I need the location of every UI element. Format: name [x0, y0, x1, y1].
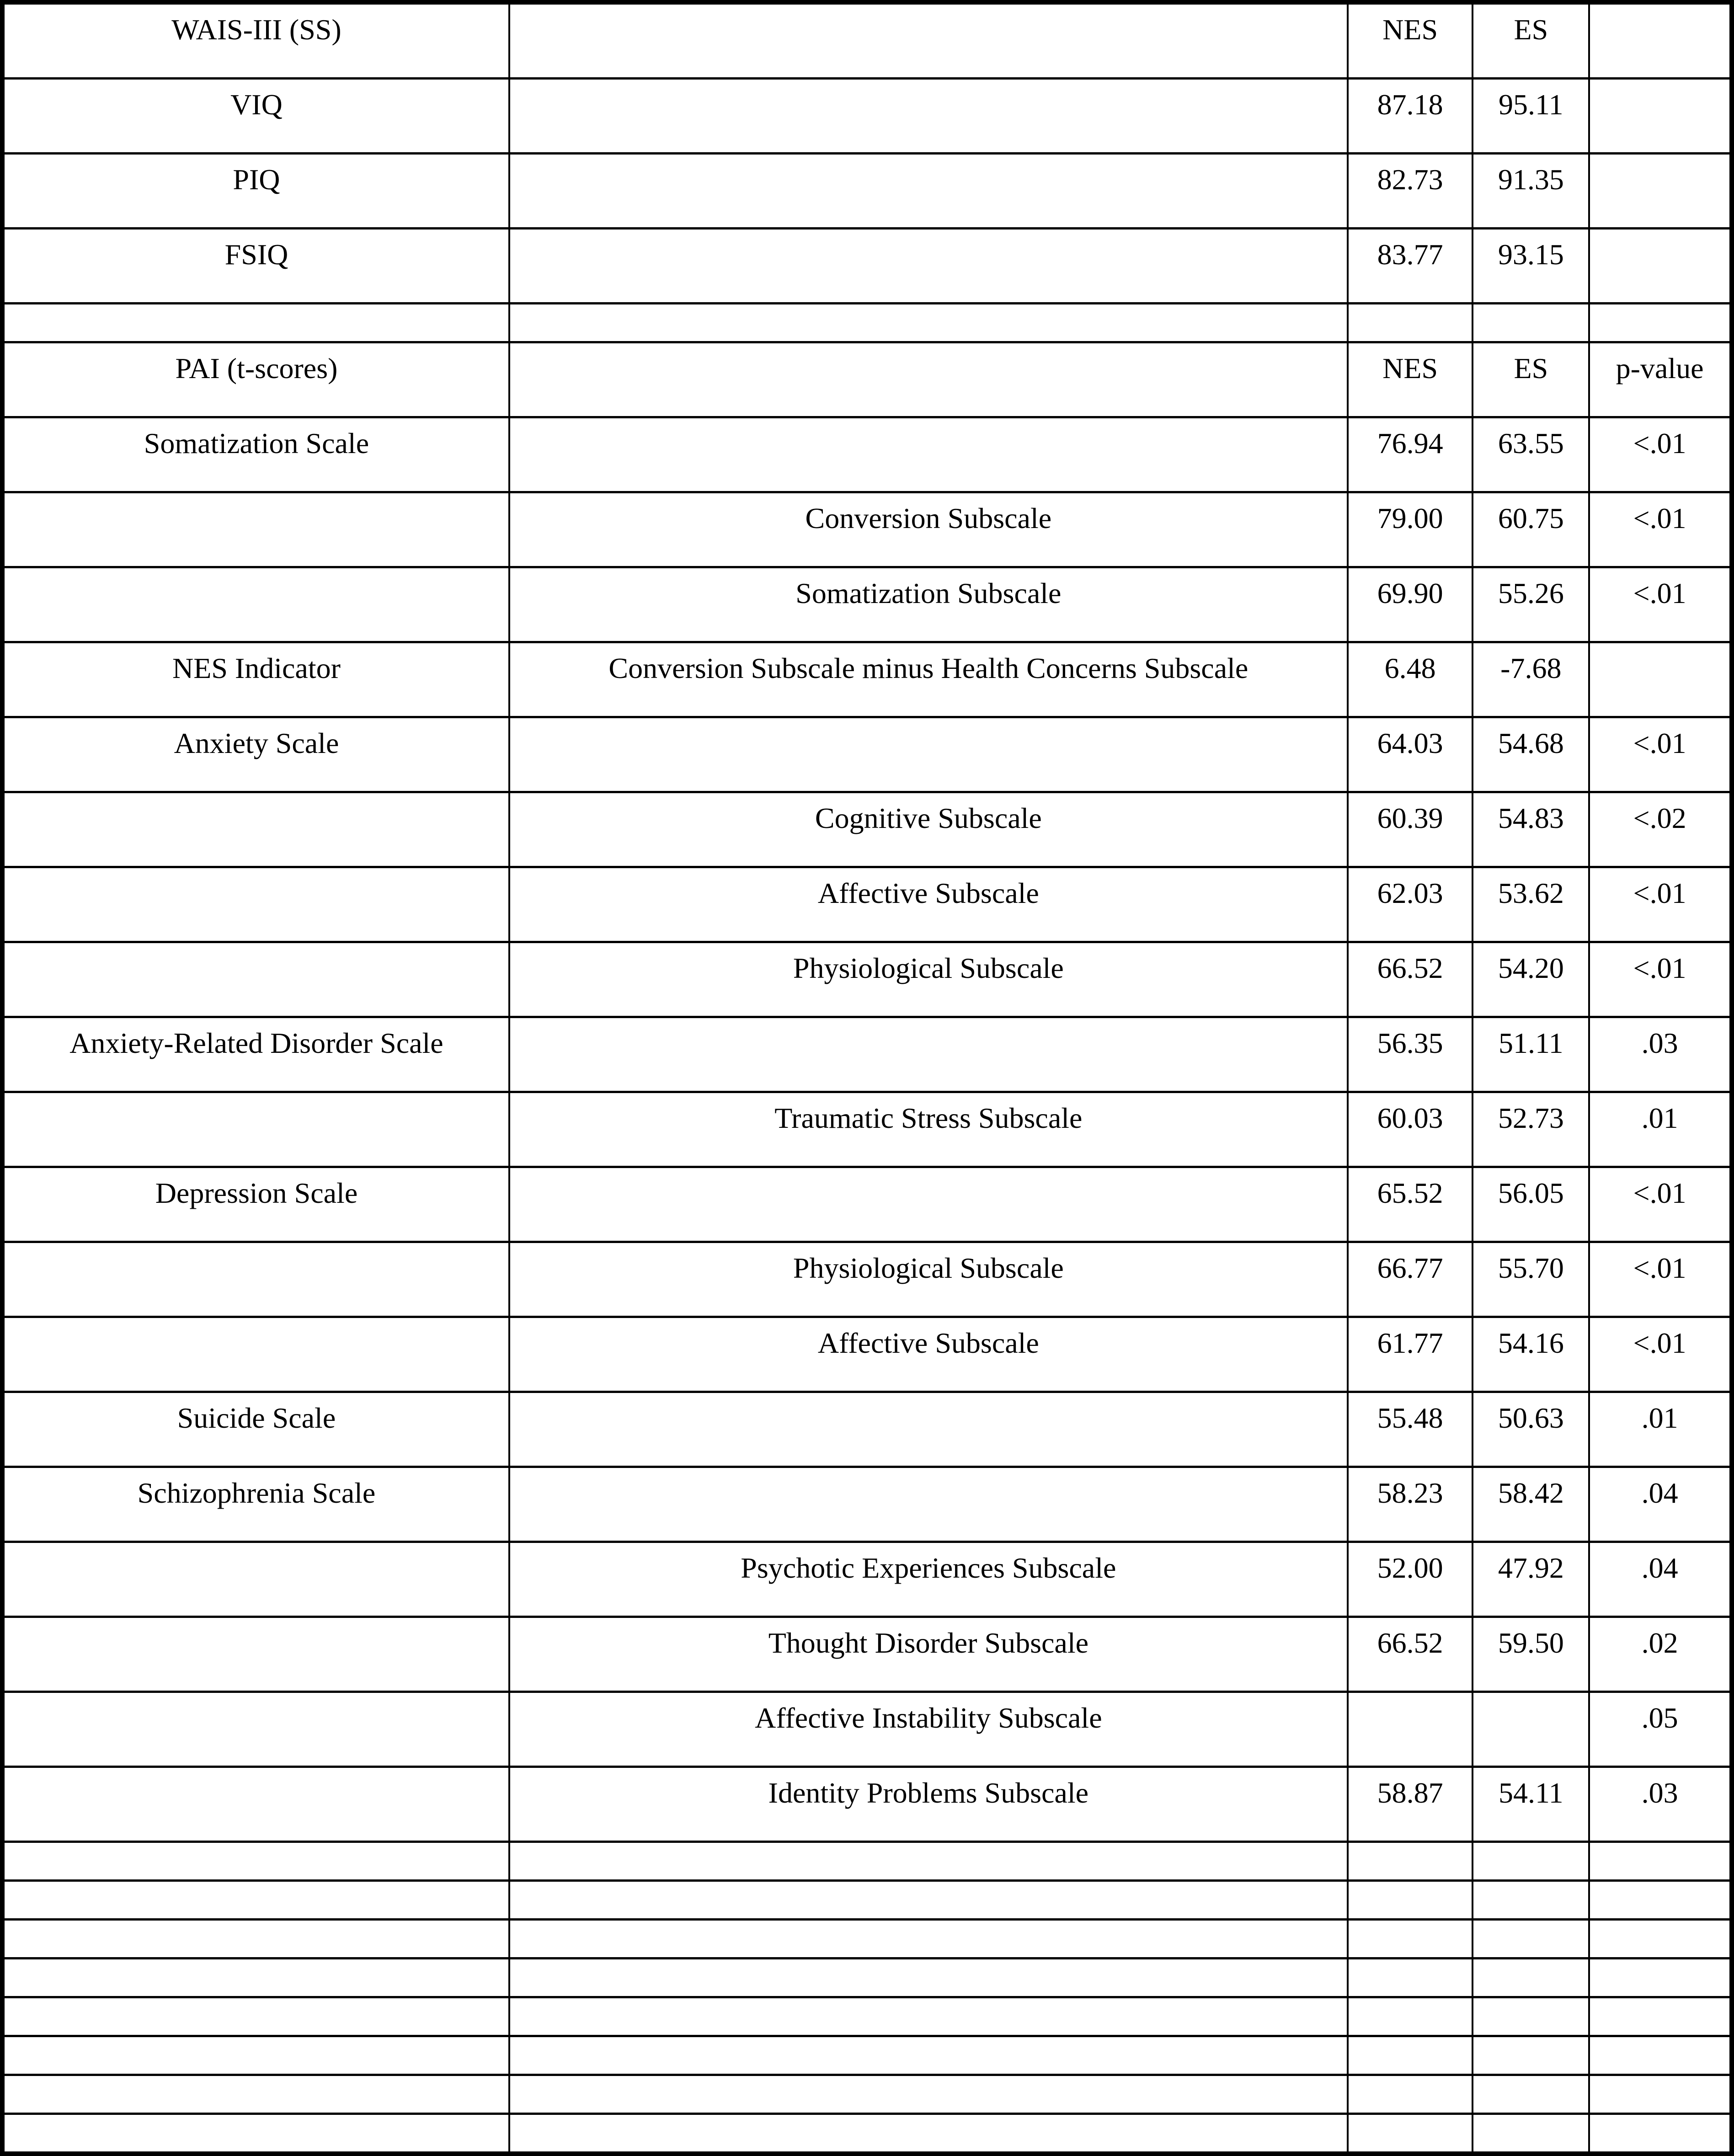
- cell-es-value: ES: [1473, 2, 1589, 79]
- cell-scale-label: [2, 1997, 509, 2036]
- cell-scale-label: Suicide Scale: [2, 1392, 509, 1467]
- cell-scale-label: [2, 1920, 509, 1959]
- table-row: [2, 154, 1732, 229]
- cell-es-value: [1473, 1920, 1589, 1959]
- cell-pvalue: [1589, 1959, 1732, 1997]
- cell-es-value: [1473, 2036, 1589, 2075]
- table-row: [2, 1092, 1732, 1167]
- table-row: [2, 79, 1732, 154]
- cell-scale-label: [2, 567, 509, 642]
- cell-es-value: 93.15: [1473, 229, 1589, 304]
- cell-es-value: 54.11: [1473, 1767, 1589, 1842]
- cell-pvalue: [1589, 2075, 1732, 2114]
- cell-pvalue: .01: [1589, 1392, 1732, 1467]
- cell-nes-value: 66.52: [1348, 942, 1473, 1017]
- spacer-row: [2, 1997, 1732, 2036]
- cell-scale-label: [2, 1881, 509, 1920]
- table-row: [2, 417, 1732, 492]
- cell-es-value: 55.26: [1473, 567, 1589, 642]
- cell-subscale-label: [509, 79, 1348, 154]
- cell-nes-value: 56.35: [1348, 1017, 1473, 1092]
- cell-subscale-label: [509, 1167, 1348, 1242]
- cell-subscale-label: Affective Subscale: [509, 867, 1348, 942]
- cell-es-value: 63.55: [1473, 417, 1589, 492]
- spacer-row: [2, 2114, 1732, 2154]
- cell-pvalue: <.01: [1589, 1317, 1732, 1392]
- cell-es-value: 54.16: [1473, 1317, 1589, 1392]
- cell-nes-value: NES: [1348, 342, 1473, 417]
- cell-subscale-label: [509, 1997, 1348, 2036]
- cell-scale-label: WAIS-III (SS): [2, 2, 509, 79]
- cell-pvalue: <.01: [1589, 867, 1732, 942]
- cell-es-value: 55.70: [1473, 1242, 1589, 1317]
- table-row: [2, 1692, 1732, 1767]
- cell-subscale-label: [509, 1392, 1348, 1467]
- cell-subscale-label: Cognitive Subscale: [509, 792, 1348, 867]
- cell-es-value: 91.35: [1473, 154, 1589, 229]
- cell-subscale-label: [509, 304, 1348, 342]
- cell-subscale-label: [509, 2036, 1348, 2075]
- cell-es-value: 95.11: [1473, 79, 1589, 154]
- cell-pvalue: [1589, 154, 1732, 229]
- cell-es-value: [1473, 304, 1589, 342]
- table-row: [2, 229, 1732, 304]
- table-row: [2, 1617, 1732, 1692]
- cell-nes-value: [1348, 1920, 1473, 1959]
- spacer-row: [2, 304, 1732, 342]
- cell-pvalue: <.01: [1589, 417, 1732, 492]
- cell-es-value: 50.63: [1473, 1392, 1589, 1467]
- cell-pvalue: .04: [1589, 1542, 1732, 1617]
- cell-es-value: 53.62: [1473, 867, 1589, 942]
- score-table-body: [2, 2, 1732, 2154]
- table-row: [2, 1242, 1732, 1317]
- cell-subscale-label: Traumatic Stress Subscale: [509, 1092, 1348, 1167]
- cell-nes-value: [1348, 1692, 1473, 1767]
- cell-nes-value: 64.03: [1348, 717, 1473, 792]
- cell-pvalue: .01: [1589, 1092, 1732, 1167]
- cell-scale-label: [2, 792, 509, 867]
- cell-scale-label: Schizophrenia Scale: [2, 1467, 509, 1542]
- cell-subscale-label: Somatization Subscale: [509, 567, 1348, 642]
- cell-nes-value: [1348, 2114, 1473, 2154]
- cell-subscale-label: Conversion Subscale: [509, 492, 1348, 567]
- cell-es-value: 52.73: [1473, 1092, 1589, 1167]
- cell-es-value: 47.92: [1473, 1542, 1589, 1617]
- cell-scale-label: [2, 2114, 509, 2154]
- table-row: [2, 717, 1732, 792]
- cell-scale-label: Anxiety-Related Disorder Scale: [2, 1017, 509, 1092]
- cell-nes-value: 58.87: [1348, 1767, 1473, 1842]
- cell-scale-label: PIQ: [2, 154, 509, 229]
- cell-scale-label: [2, 2075, 509, 2114]
- cell-subscale-label: Physiological Subscale: [509, 1242, 1348, 1317]
- table-row: [2, 1317, 1732, 1392]
- cell-es-value: [1473, 1959, 1589, 1997]
- table-row: [2, 1767, 1732, 1842]
- cell-pvalue: [1589, 1842, 1732, 1881]
- cell-subscale-label: [509, 154, 1348, 229]
- cell-nes-value: 62.03: [1348, 867, 1473, 942]
- cell-es-value: [1473, 1842, 1589, 1881]
- spacer-row: [2, 2075, 1732, 2114]
- cell-pvalue: [1589, 229, 1732, 304]
- cell-es-value: 56.05: [1473, 1167, 1589, 1242]
- table-row: [2, 1017, 1732, 1092]
- cell-pvalue: p-value: [1589, 342, 1732, 417]
- cell-nes-value: 58.23: [1348, 1467, 1473, 1542]
- cell-nes-value: 82.73: [1348, 154, 1473, 229]
- cell-scale-label: FSIQ: [2, 229, 509, 304]
- cell-subscale-label: [509, 1959, 1348, 1997]
- cell-subscale-label: [509, 717, 1348, 792]
- cell-nes-value: 83.77: [1348, 229, 1473, 304]
- table-row: [2, 2, 1732, 79]
- cell-pvalue: <.02: [1589, 792, 1732, 867]
- cell-subscale-label: [509, 1017, 1348, 1092]
- cell-scale-label: [2, 304, 509, 342]
- cell-pvalue: .04: [1589, 1467, 1732, 1542]
- cell-subscale-label: [509, 1467, 1348, 1542]
- cell-scale-label: [2, 1542, 509, 1617]
- cell-subscale-label: Identity Problems Subscale: [509, 1767, 1348, 1842]
- cell-scale-label: [2, 1842, 509, 1881]
- cell-es-value: 54.68: [1473, 717, 1589, 792]
- spacer-row: [2, 1959, 1732, 1997]
- cell-scale-label: PAI (t-scores): [2, 342, 509, 417]
- cell-scale-label: Depression Scale: [2, 1167, 509, 1242]
- cell-nes-value: 61.77: [1348, 1317, 1473, 1392]
- cell-es-value: 59.50: [1473, 1617, 1589, 1692]
- cell-nes-value: 55.48: [1348, 1392, 1473, 1467]
- cell-nes-value: [1348, 2036, 1473, 2075]
- cell-nes-value: 65.52: [1348, 1167, 1473, 1242]
- cell-es-value: [1473, 1997, 1589, 2036]
- cell-scale-label: [2, 1767, 509, 1842]
- cell-es-value: [1473, 2075, 1589, 2114]
- cell-pvalue: .02: [1589, 1617, 1732, 1692]
- cell-pvalue: [1589, 2036, 1732, 2075]
- cell-scale-label: Anxiety Scale: [2, 717, 509, 792]
- cell-es-value: ES: [1473, 342, 1589, 417]
- cell-nes-value: [1348, 2075, 1473, 2114]
- cell-subscale-label: Physiological Subscale: [509, 942, 1348, 1017]
- cell-nes-value: 60.03: [1348, 1092, 1473, 1167]
- cell-scale-label: [2, 1317, 509, 1392]
- cell-subscale-label: Thought Disorder Subscale: [509, 1617, 1348, 1692]
- spacer-row: [2, 1920, 1732, 1959]
- cell-pvalue: .03: [1589, 1017, 1732, 1092]
- table-row: [2, 642, 1732, 717]
- cell-es-value: [1473, 1881, 1589, 1920]
- cell-nes-value: 52.00: [1348, 1542, 1473, 1617]
- cell-scale-label: Somatization Scale: [2, 417, 509, 492]
- cell-nes-value: [1348, 1881, 1473, 1920]
- cell-subscale-label: Psychotic Experiences Subscale: [509, 1542, 1348, 1617]
- cell-subscale-label: [509, 1842, 1348, 1881]
- cell-nes-value: 66.77: [1348, 1242, 1473, 1317]
- cell-subscale-label: [509, 1920, 1348, 1959]
- cell-es-value: [1473, 1692, 1589, 1767]
- cell-nes-value: [1348, 1997, 1473, 2036]
- cell-pvalue: [1589, 2114, 1732, 2154]
- cell-subscale-label: [509, 1881, 1348, 1920]
- table-row: [2, 1542, 1732, 1617]
- cell-scale-label: [2, 1692, 509, 1767]
- cell-pvalue: [1589, 2, 1732, 79]
- cell-es-value: 58.42: [1473, 1467, 1589, 1542]
- cell-scale-label: [2, 1959, 509, 1997]
- cell-pvalue: [1589, 1997, 1732, 2036]
- cell-pvalue: [1589, 1881, 1732, 1920]
- cell-scale-label: [2, 2036, 509, 2075]
- table-row: [2, 942, 1732, 1017]
- cell-subscale-label: [509, 342, 1348, 417]
- cell-pvalue: [1589, 79, 1732, 154]
- cell-nes-value: 76.94: [1348, 417, 1473, 492]
- cell-nes-value: 66.52: [1348, 1617, 1473, 1692]
- table-row: [2, 792, 1732, 867]
- cell-scale-label: [2, 1092, 509, 1167]
- cell-pvalue: [1589, 1920, 1732, 1959]
- cell-pvalue: .05: [1589, 1692, 1732, 1767]
- cell-scale-label: VIQ: [2, 79, 509, 154]
- cell-subscale-label: [509, 417, 1348, 492]
- cell-scale-label: [2, 1242, 509, 1317]
- cell-es-value: -7.68: [1473, 642, 1589, 717]
- table-row: [2, 1467, 1732, 1542]
- cell-scale-label: [2, 1617, 509, 1692]
- cell-pvalue: .03: [1589, 1767, 1732, 1842]
- cell-es-value: 60.75: [1473, 492, 1589, 567]
- cell-subscale-label: [509, 229, 1348, 304]
- table-row: [2, 1392, 1732, 1467]
- spacer-row: [2, 2036, 1732, 2075]
- cell-subscale-label: Affective Subscale: [509, 1317, 1348, 1392]
- cell-subscale-label: [509, 2075, 1348, 2114]
- cell-es-value: [1473, 2114, 1589, 2154]
- table-row: [2, 867, 1732, 942]
- cell-subscale-label: [509, 2114, 1348, 2154]
- table-row: [2, 1167, 1732, 1242]
- cell-pvalue: [1589, 642, 1732, 717]
- cell-scale-label: [2, 867, 509, 942]
- cell-nes-value: 87.18: [1348, 79, 1473, 154]
- cell-es-value: 54.20: [1473, 942, 1589, 1017]
- cell-scale-label: [2, 492, 509, 567]
- table-row: [2, 342, 1732, 417]
- cell-subscale-label: Affective Instability Subscale: [509, 1692, 1348, 1767]
- cell-nes-value: [1348, 1842, 1473, 1881]
- cell-nes-value: [1348, 304, 1473, 342]
- cell-es-value: 54.83: [1473, 792, 1589, 867]
- cell-pvalue: <.01: [1589, 492, 1732, 567]
- cell-nes-value: 69.90: [1348, 567, 1473, 642]
- cell-pvalue: <.01: [1589, 567, 1732, 642]
- cell-nes-value: 60.39: [1348, 792, 1473, 867]
- table-row: [2, 492, 1732, 567]
- cell-subscale-label: Conversion Subscale minus Health Concerns Subscale: [509, 642, 1348, 717]
- cell-es-value: 51.11: [1473, 1017, 1589, 1092]
- cell-nes-value: [1348, 1959, 1473, 1997]
- cell-pvalue: <.01: [1589, 942, 1732, 1017]
- spacer-row: [2, 1842, 1732, 1881]
- cell-pvalue: [1589, 304, 1732, 342]
- cell-scale-label: [2, 942, 509, 1017]
- cell-pvalue: <.01: [1589, 1167, 1732, 1242]
- table-row: [2, 567, 1732, 642]
- cell-pvalue: <.01: [1589, 717, 1732, 792]
- cell-nes-value: 6.48: [1348, 642, 1473, 717]
- cell-nes-value: NES: [1348, 2, 1473, 79]
- cell-subscale-label: [509, 2, 1348, 79]
- spacer-row: [2, 1881, 1732, 1920]
- cell-pvalue: <.01: [1589, 1242, 1732, 1317]
- cell-scale-label: NES Indicator: [2, 642, 509, 717]
- cell-nes-value: 79.00: [1348, 492, 1473, 567]
